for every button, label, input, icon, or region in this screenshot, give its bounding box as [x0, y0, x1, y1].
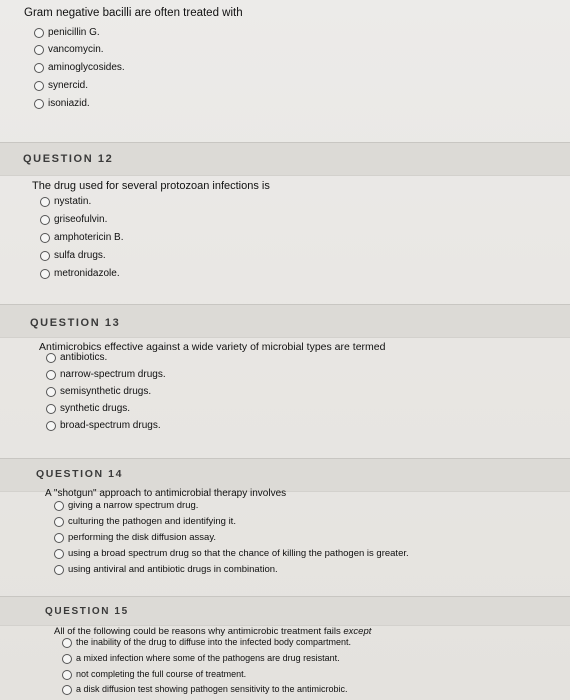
- radio-button[interactable]: [46, 421, 56, 431]
- radio-button[interactable]: [62, 670, 72, 680]
- question-13: [0, 338, 570, 460]
- radio-button[interactable]: [34, 45, 44, 55]
- answer-label: the inability of the drug to diffuse into the infected body compartment.: [76, 637, 352, 647]
- radio-button[interactable]: [46, 404, 56, 414]
- radio-button[interactable]: [46, 387, 56, 397]
- answer-label: amphotericin B.: [54, 232, 124, 243]
- question-header: [0, 458, 570, 492]
- question-12: [0, 176, 570, 304]
- radio-button[interactable]: [54, 501, 64, 511]
- radio-button[interactable]: [46, 353, 56, 363]
- question-header: [0, 596, 570, 626]
- answer-label: giving a narrow spectrum drug.: [68, 500, 199, 511]
- radio-button[interactable]: [34, 28, 44, 38]
- answer-label: aminoglycosides.: [48, 62, 125, 73]
- question-prompt: [54, 626, 371, 637]
- question-prompt: Antimicrobics effective against a wide variety of microbial types are termed: [39, 341, 386, 353]
- answer-label: narrow-spectrum drugs.: [60, 369, 166, 380]
- question-prompt: A "shotgun" approach to antimicrobial therapy involves: [45, 488, 287, 499]
- radio-button[interactable]: [54, 565, 64, 575]
- answer-label: broad-spectrum drugs.: [60, 420, 161, 431]
- question-header: [0, 142, 570, 176]
- radio-button[interactable]: [34, 99, 44, 109]
- question-number: QUESTION 15: [45, 606, 129, 617]
- answer-label: antibiotics.: [60, 352, 108, 363]
- question-number: QUESTION 12: [23, 153, 114, 165]
- radio-button[interactable]: [62, 685, 72, 695]
- answer-label: a disk diffusion test showing pathogen sensitivity to the antimicrobic.: [76, 684, 348, 694]
- radio-button[interactable]: [34, 81, 44, 91]
- question-14: [0, 488, 570, 596]
- answer-label: synthetic drugs.: [60, 403, 131, 414]
- radio-button[interactable]: [54, 549, 64, 559]
- answer-label: using antiviral and antibiotic drugs in combination.: [68, 564, 278, 575]
- question-prompt: The drug used for several protozoan infections is: [32, 180, 270, 192]
- question-number: QUESTION 14: [36, 468, 124, 480]
- answer-label: metronidazole.: [54, 268, 120, 279]
- answer-label: using a broad spectrum drug so that the chance of killing the pathogen is greater.: [68, 548, 409, 559]
- question-11: [0, 0, 570, 142]
- radio-button[interactable]: [62, 638, 72, 648]
- question-prompt-text: All of the following could be reasons why antimicrobic treatment fails: [54, 626, 344, 637]
- radio-button[interactable]: [40, 269, 50, 279]
- answer-label: a mixed infection where some of the pathogens are drug resistant.: [76, 653, 340, 663]
- answer-label: penicillin G.: [48, 27, 100, 38]
- answer-label: nystatin.: [54, 196, 92, 207]
- radio-button[interactable]: [54, 533, 64, 543]
- answer-label: isoniazid.: [48, 98, 90, 109]
- radio-button[interactable]: [40, 215, 50, 225]
- answer-label: sulfa drugs.: [54, 250, 106, 261]
- radio-button[interactable]: [40, 197, 50, 207]
- answer-label: griseofulvin.: [54, 214, 108, 225]
- radio-button[interactable]: [40, 251, 50, 261]
- question-number: QUESTION 13: [30, 317, 121, 329]
- answer-label: synercid.: [48, 80, 89, 91]
- question-prompt: Gram negative bacilli are often treated with: [24, 7, 243, 19]
- answer-label: vancomycin.: [48, 44, 104, 55]
- radio-button[interactable]: [62, 654, 72, 664]
- radio-button[interactable]: [34, 63, 44, 73]
- question-15: [0, 626, 570, 700]
- question-header: [0, 304, 570, 338]
- answer-label: culturing the pathogen and identifying it.: [68, 516, 236, 527]
- answer-label: not completing the full course of treatment.: [76, 669, 247, 679]
- question-prompt-emphasis: except: [343, 626, 372, 637]
- answer-label: semisynthetic drugs.: [60, 386, 152, 397]
- radio-button[interactable]: [46, 370, 56, 380]
- answer-label: performing the disk diffusion assay.: [68, 532, 217, 543]
- radio-button[interactable]: [40, 233, 50, 243]
- radio-button[interactable]: [54, 517, 64, 527]
